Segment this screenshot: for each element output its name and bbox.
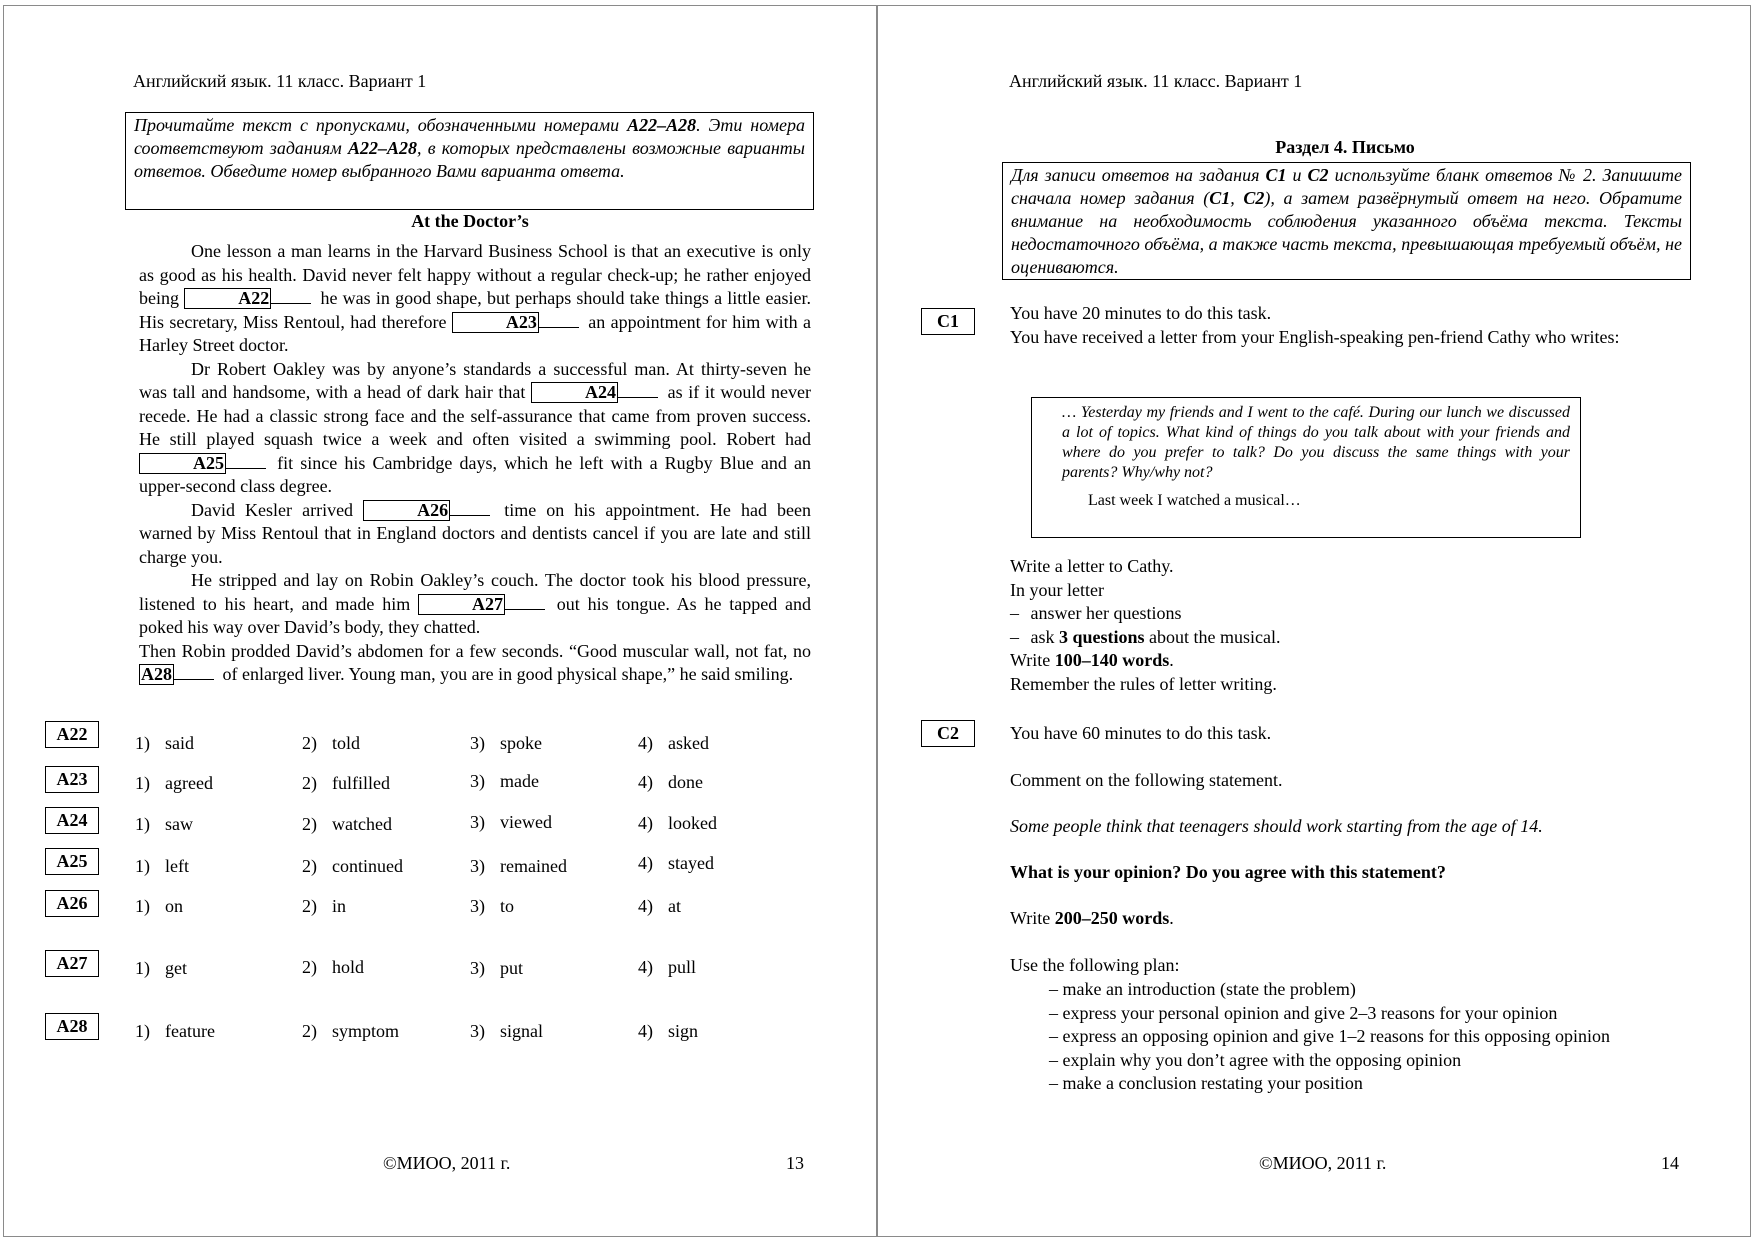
passage bbox=[139, 240, 811, 687]
gap-a28: A28 bbox=[141, 664, 172, 684]
option-a22-3[interactable]: 3) spoke bbox=[470, 733, 542, 753]
task-label-c2: C2 bbox=[921, 720, 975, 747]
question-label-a22: A22 bbox=[45, 721, 99, 748]
option-a22-1[interactable]: 1) said bbox=[135, 733, 194, 753]
left-footer: ©МИОО, 2011 г. bbox=[383, 1153, 511, 1173]
option-a23-1[interactable]: 1) agreed bbox=[135, 773, 213, 793]
option-a25-2[interactable]: 2) continued bbox=[302, 856, 403, 876]
c2-word-count: Write 200–250 words. bbox=[1010, 908, 1174, 928]
option-a25-4[interactable]: 4) stayed bbox=[638, 853, 714, 873]
c1-word-count: Write 100–140 words. bbox=[1010, 650, 1174, 670]
option-a25-1[interactable]: 1) left bbox=[135, 856, 189, 876]
option-a28-4[interactable]: 4) sign bbox=[638, 1021, 699, 1041]
option-a23-4[interactable]: 4) done bbox=[638, 772, 703, 792]
passage-paragraph: One lesson a man learns in the Harvard Business School is that an executive is only as good as his health. David never felt happy without a regular check-up; he rather enjoyed being A22 he was in good shape, but perhaps should take things a little easier. His secretary, Miss Rentoul, had therefore A23 an appointment for him with a Harley Street doctor. bbox=[139, 241, 811, 355]
question-label-a28: A28 bbox=[45, 1013, 99, 1040]
cathy-letter-text: … Yesterday my friends and I went to the café. During our lunch we discussed a lot of topics. What kind of things do you talk about with your friends and where do you prefer to talk? Do you discuss the same things with your parents? Why/why not? bbox=[1062, 404, 1570, 481]
gap-line bbox=[539, 313, 579, 328]
option-a28-1[interactable]: 1) feature bbox=[135, 1021, 215, 1041]
option-a23-2[interactable]: 2) fulfilled bbox=[302, 773, 390, 793]
option-a22-2[interactable]: 2) told bbox=[302, 733, 361, 753]
option-a27-3[interactable]: 3) put bbox=[470, 958, 524, 978]
option-a26-4[interactable]: 4) at bbox=[638, 896, 681, 916]
gap-a25: A25 bbox=[139, 453, 226, 474]
option-a27-1[interactable]: 1) get bbox=[135, 958, 187, 978]
plan-item: – explain why you don’t agree with the opposing opinion bbox=[1049, 1049, 1462, 1070]
passage-paragraph: Then Robin prodded David’s abdomen for a few seconds. “Good muscular wall, not fat, no A28 of enlarged liver. Young man, you are in good physical shape,” he said smiling. bbox=[139, 640, 811, 684]
section-title: Раздел 4. Письмо bbox=[1275, 137, 1415, 157]
right-instruction-box: Для записи ответов на задания C1 и C2 используйте бланк ответов № 2. Запишите сначала номер задания (C1, C2), а затем развёрнутый ответ на него. Обратите внимание на необходимость соблюдения указанного объёма текста. Тексты недостаточного объёма, а также часть текста, превышающая требуемый объём, не оцениваются. bbox=[1002, 162, 1691, 280]
passage-paragraph: David Kesler arrived A26 time on his appointment. He had been warned by Miss Rentoul that in England doctors and dentists cancel if you are late and still charge you. bbox=[139, 499, 811, 567]
c2-comment: Comment on the following statement. bbox=[1010, 770, 1283, 790]
right-footer: ©МИОО, 2011 г. bbox=[1259, 1153, 1387, 1173]
c2-plan-intro: Use the following plan: bbox=[1010, 955, 1180, 975]
gap-line bbox=[450, 501, 490, 516]
option-a24-4[interactable]: 4) looked bbox=[638, 813, 717, 833]
question-label-a26: A26 bbox=[45, 890, 99, 917]
c2-time: You have 60 minutes to do this task. bbox=[1010, 723, 1272, 743]
passage-paragraph: He stripped and lay on Robin Oakley’s couch. The doctor took his blood pressure, listened to his heart, and made him A27 out his tongue. As he tapped and poked his way over David’s body, they chatted. bbox=[139, 570, 811, 637]
option-a26-3[interactable]: 3) to bbox=[470, 896, 515, 916]
option-a24-1[interactable]: 1) saw bbox=[135, 814, 193, 834]
option-a26-2[interactable]: 2) in bbox=[302, 896, 347, 916]
plan-item: – express your personal opinion and give 2–3 reasons for your opinion bbox=[1049, 1002, 1558, 1023]
gap-line bbox=[174, 665, 214, 680]
plan-item: – make an introduction (state the problem) bbox=[1049, 979, 1356, 999]
c1-bullet: – ask 3 questions about the musical. bbox=[1010, 626, 1281, 647]
right-page-header: Английский язык. 11 класс. Вариант 1 bbox=[1009, 71, 1303, 91]
option-a24-2[interactable]: 2) watched bbox=[302, 814, 392, 834]
option-a28-2[interactable]: 2) symptom bbox=[302, 1021, 400, 1041]
task-label-c1: C1 bbox=[921, 308, 975, 335]
right-page-number: 14 bbox=[1661, 1153, 1679, 1173]
option-a24-3[interactable]: 3) viewed bbox=[470, 812, 552, 832]
question-label-a23: A23 bbox=[45, 766, 99, 793]
left-page-header: Английский язык. 11 класс. Вариант 1 bbox=[133, 71, 427, 91]
left-instruction-box: Прочитайте текст с пропусками, обозначенными номерами A22–A28. Эти номера соответствуют заданиям A22–A28, в которых представлены возможные варианты ответов. Обведите номер выбранного Вами варианта ответа. bbox=[125, 112, 814, 210]
c1-intro: You have 20 minutes to do this task. You have received a letter from your English-speaking pen-friend Cathy who writes: bbox=[1010, 303, 1620, 347]
plan-item: – make a conclusion restating your position bbox=[1049, 1073, 1363, 1093]
c1-bullet: – answer her questions bbox=[1010, 603, 1182, 623]
gap-a24: A24 bbox=[531, 382, 618, 403]
gap-line bbox=[618, 383, 658, 398]
option-a28-3[interactable]: 3) signal bbox=[470, 1021, 543, 1041]
option-a26-1[interactable]: 1) on bbox=[135, 896, 183, 916]
c2-plan bbox=[1049, 978, 1682, 1096]
gap-a27: A27 bbox=[418, 594, 505, 615]
option-a27-2[interactable]: 2) hold bbox=[302, 957, 365, 977]
c2-question: What is your opinion? Do you agree with this statement? bbox=[1010, 862, 1446, 882]
gap-line bbox=[505, 595, 545, 610]
passage-paragraph: Dr Robert Oakley was by anyone’s standards a successful man. At thirty-seven he was tall and handsome, with a head of dark hair that A24 as if it would never recede. He had a classic strong face and the self-assurance that came from proven success. He still played squash twice a week and often visited a swimming pool. Robert had A25 fit since his Cambridge days, which he left with a Rugby Blue and an upper-second class degree. bbox=[139, 358, 811, 496]
gap-a26: A26 bbox=[363, 500, 450, 521]
question-label-a25: A25 bbox=[45, 848, 99, 875]
gap-a22: A22 bbox=[184, 288, 271, 309]
plan-item: – express an opposing opinion and give 1–2 reasons for this opposing opinion bbox=[1049, 1026, 1610, 1046]
gap-a23: A23 bbox=[452, 312, 539, 333]
question-label-a24: A24 bbox=[45, 807, 99, 834]
option-a27-4[interactable]: 4) pull bbox=[638, 957, 697, 977]
gap-line bbox=[226, 454, 266, 469]
option-a25-3[interactable]: 3) remained bbox=[470, 856, 567, 876]
gap-line bbox=[271, 289, 311, 304]
c2-statement: Some people think that teenagers should work starting from the age of 14. bbox=[1010, 816, 1543, 836]
passage-title: At the Doctor’s bbox=[411, 211, 529, 231]
option-a22-4[interactable]: 4) asked bbox=[638, 733, 709, 753]
cathy-letter-last-line: Last week I watched a musical… bbox=[1088, 492, 1301, 509]
question-label-a27: A27 bbox=[45, 950, 99, 977]
c1-task: Write a letter to Cathy. In your letter – answer her questions – ask 3 questions about the musical. Write 100–140 words. Remember the rules of letter writing. bbox=[1010, 555, 1682, 696]
option-a23-3[interactable]: 3) made bbox=[470, 771, 539, 791]
left-page-number: 13 bbox=[786, 1153, 804, 1173]
